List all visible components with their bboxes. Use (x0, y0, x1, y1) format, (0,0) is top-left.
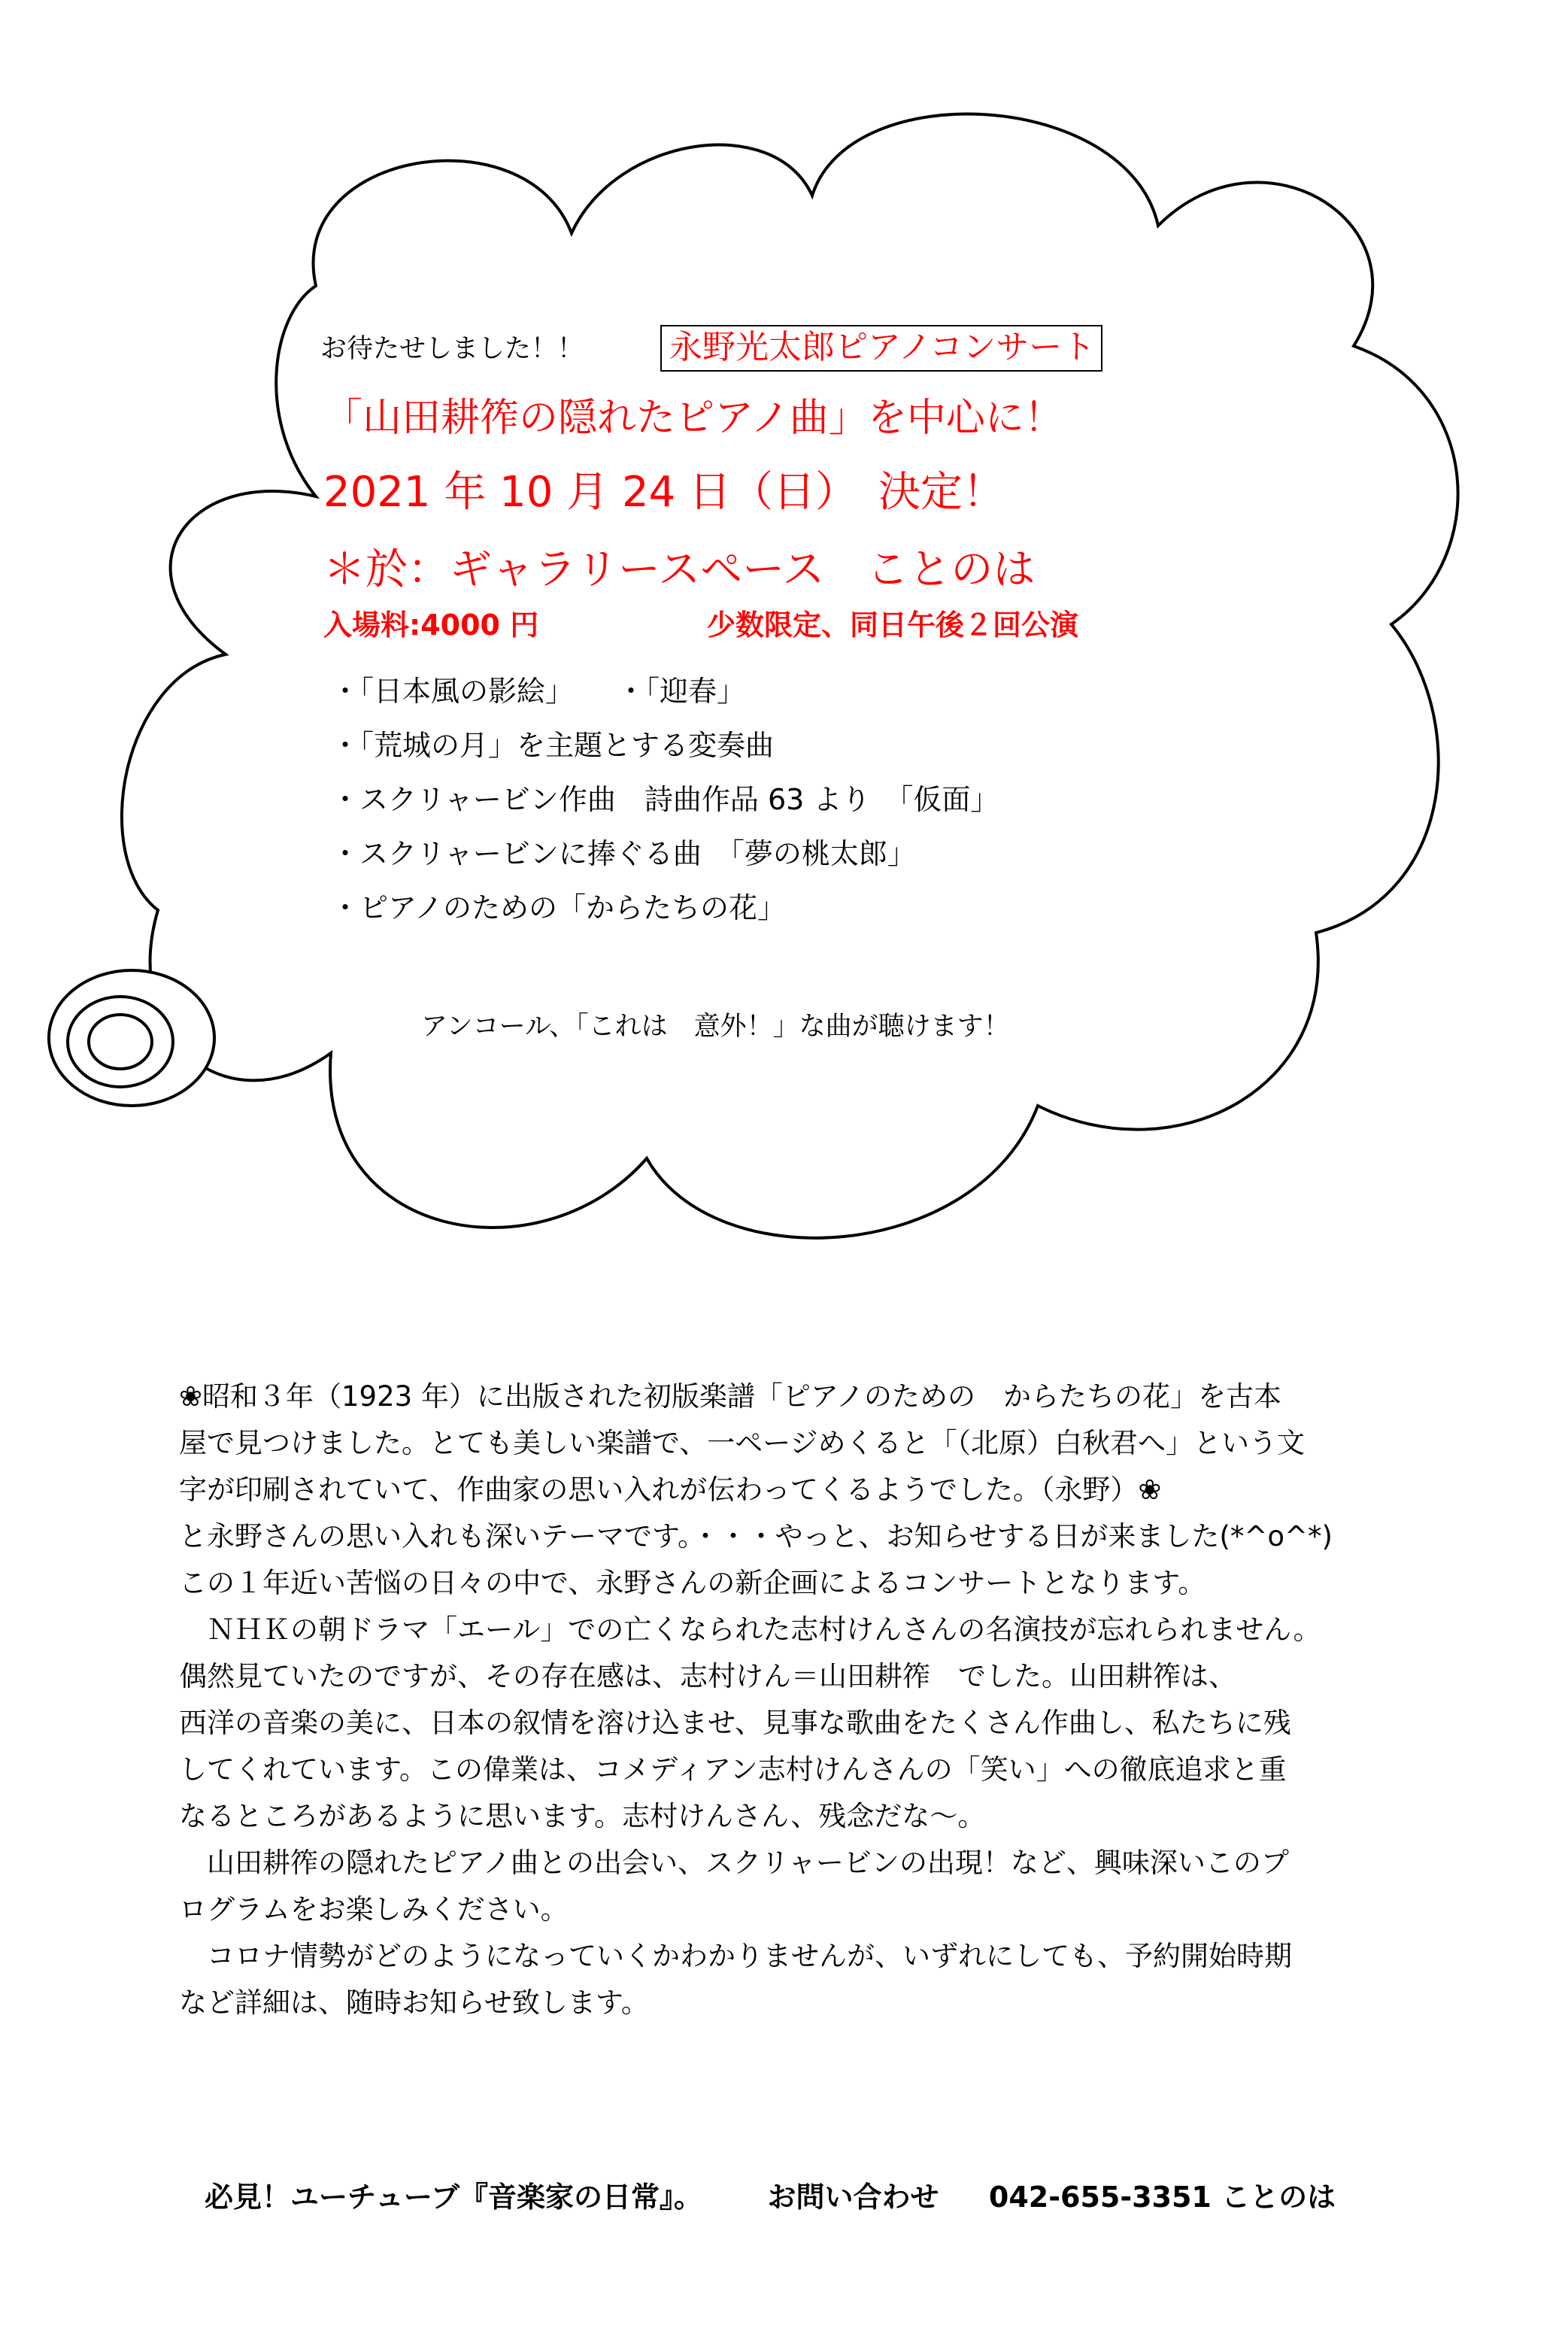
body-line: など詳細は、随時お知らせ致します。 (179, 1987, 649, 2019)
body-line: と永野さんの思い入れも深いテーマです。・・・やっと、お知らせする日が来ました(*^o^*) (179, 1520, 1333, 1553)
program-item: ・「荒城の月」を主題とする変奏曲 (331, 729, 775, 762)
body-line: 山田耕筰の隠れたピアノ曲との出会い、スクリャービンの出現！など、興味深いこのプ (179, 1847, 1289, 1879)
body-line: ❀昭和３年（1923 年）に出版された初版楽譜「ピアノのための からたちの花」を古本 (179, 1380, 1281, 1413)
concert-date: 2021 年 10 月 24 日（日） 決定！ (323, 468, 1005, 517)
program-item: ・スクリャービン作曲 詩曲作品 63 より 「仮面」 (331, 783, 999, 816)
footer (205, 2174, 1336, 2215)
body-text (179, 1380, 1533, 2035)
body-line: ＮＨＫの朝ドラマ「エール」での亡くなられた志村けんさんの名演技が忘れられません。 (179, 1613, 1321, 1646)
contact-label: お問い合わせ (767, 2181, 939, 2214)
body-line: 字が印刷されていて、作曲家の思い入れが伝わってくるようでした。（永野）❀ (179, 1474, 1162, 1506)
body-line: してくれています。この偉業は、コメディアン志村けんさんの「笑い」への徹底追求と重 (179, 1753, 1287, 1786)
admission-fee: 入場料:4000 円 (323, 609, 539, 642)
cloud-outline (122, 114, 1458, 1238)
youtube-promo: 必見！ユーチューブ『音楽家の日常』。 (205, 2181, 702, 2214)
headline: 「山田耕筰の隠れたピアノ曲」を中心に！ (323, 396, 1063, 441)
body-line: コロナ情勢がどのようになっていくかわかりませんが、いずれにしても、予約開始時期 (179, 1940, 1292, 1972)
body-line: 偶然見ていたのですが、その存在感は、志村けん＝山田耕筰 でした。山田耕筰は、 (179, 1660, 1236, 1692)
program-item: ・ピアノのための「からたちの花」 (331, 891, 786, 924)
limited-seats-note: 少数限定、同日午後２回公演 (707, 609, 1079, 642)
body-line: この１年近い苦悩の日々の中で、永野さんの新企画によるコンサートとなります。 (179, 1567, 1206, 1599)
body-line: 屋で見つけました。とても美しい楽譜で、一ページめくると「（北原）白秋君へ」という文 (179, 1427, 1306, 1459)
body-line: ログラムをお楽しみください。 (179, 1893, 569, 1926)
program-item: ・「日本風の影絵」 ・「迎春」 (331, 675, 746, 708)
body-line: 西洋の音楽の美に、日本の叙情を溶け込ませ、見事な歌曲をたくさん作曲し、私たちに残 (179, 1707, 1291, 1739)
body-line: なるところがあるように思います。志村けんさん、残念だな～。 (179, 1800, 986, 1832)
intro-text: お待たせしました！！ (320, 334, 584, 364)
concert-title-boxed: 永野光太郎ピアノコンサート (660, 325, 1102, 372)
venue: ＊於：ギャラリースペース ことのは (323, 545, 1036, 594)
contact-phone: 042-655-3351 ことのは (988, 2181, 1336, 2214)
encore-note: アンコール、「これは 意外！」な曲が聴けます！ (421, 1012, 1010, 1042)
program-item: ・スクリャービンに捧ぐる曲 「夢の桃太郎」 (331, 837, 916, 870)
